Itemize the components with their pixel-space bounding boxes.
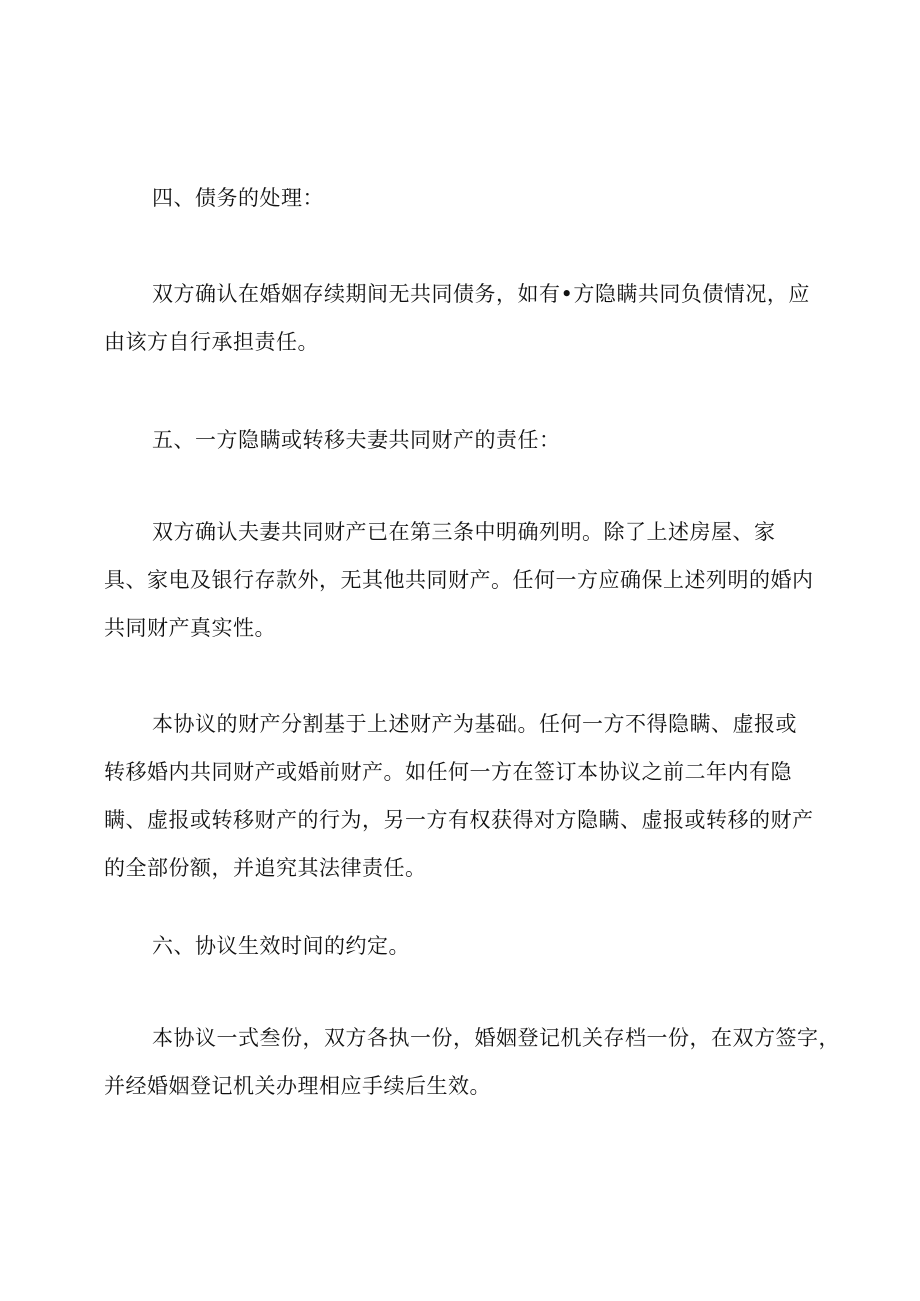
heading-text: 四、债务的处理：	[152, 186, 324, 210]
heading-text: 六、协议生效时间的约定。	[152, 934, 410, 958]
paragraph-line: 共同财产真实性。	[104, 616, 276, 640]
paragraph-property-listed	[104, 508, 820, 652]
paragraph-effective	[104, 1014, 840, 1110]
paragraph-property-division	[104, 700, 820, 892]
paragraph-line: 并经婚姻登记机关办理相应手续后生效。	[104, 1074, 491, 1098]
heading-text: 五、一方隐瞒或转移夫妻共同财产的责任：	[152, 428, 561, 452]
paragraph-line: 由该方自行承担责任。	[104, 330, 319, 354]
paragraph-line: 本协议一式叁份，双方各执一份，婚姻登记机关存档一份，在双方签字，	[152, 1026, 840, 1050]
paragraph-line: 转移婚内共同财产或婚前财产。如任何一方在签订本协议之前二年内有隐	[104, 760, 792, 784]
paragraph-line: 双方确认在婚姻存续期间无共同债务，如有•方隐瞒共同负债情况，应	[152, 282, 810, 306]
paragraph-line: 的全部份额，并追究其法律责任。	[104, 856, 427, 880]
paragraph-debt	[104, 270, 820, 366]
paragraph-line: 双方确认夫妻共同财产已在第三条中明确列明。除了上述房屋、家	[152, 520, 776, 544]
paragraph-line: 本协议的财产分割基于上述财产为基础。任何一方不得隐瞒、虚报或	[152, 712, 797, 736]
paragraph-line: 具、家电及银行存款外，无其他共同财产。任何一方应确保上述列明的婚内	[104, 568, 814, 592]
section-heading-concealment	[104, 416, 820, 464]
section-heading-debt	[104, 174, 820, 222]
paragraph-line: 瞒、虚报或转移财产的行为，另一方有权获得对方隐瞒、虚报或转移的财产	[104, 808, 814, 832]
section-heading-effective	[104, 922, 820, 970]
